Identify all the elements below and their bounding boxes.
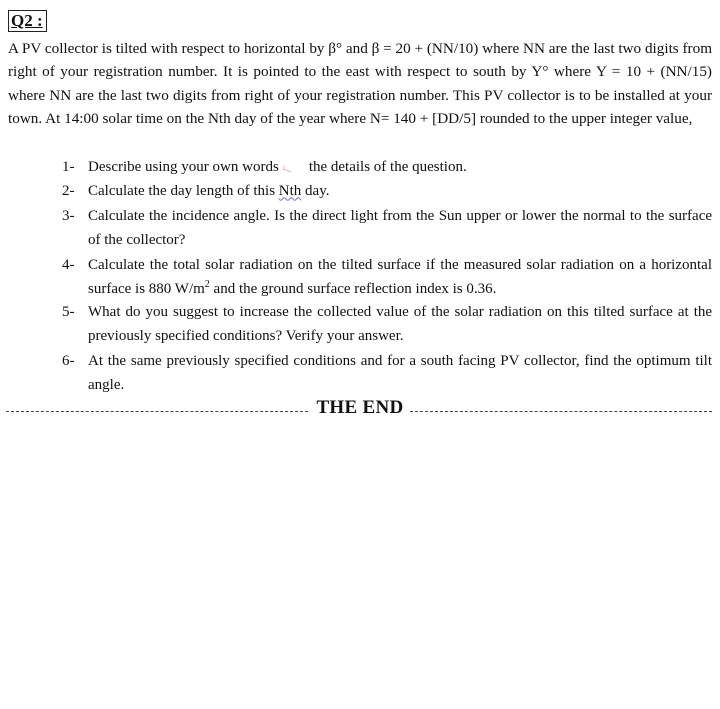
question-label: Q2 : <box>8 10 47 32</box>
item-text: day. <box>301 182 330 199</box>
list-item-2 <box>62 180 712 204</box>
item-number: 4- <box>62 257 75 273</box>
item-text: Calculate the total solar radiation on the tilted surface if the measured solar radiation on a <box>88 257 647 273</box>
item-number: 5- <box>62 304 75 320</box>
item-text: the previously specified conditions? Verify your answer. <box>88 304 713 344</box>
item-text: horizontal surface is 880 W/m <box>88 257 713 297</box>
item-text: surface of the collector? <box>88 208 713 248</box>
item-text: Describe using your own words <box>88 159 279 175</box>
item-number: 2- <box>62 182 75 199</box>
list-item-3 <box>62 205 712 252</box>
end-divider <box>6 395 712 421</box>
item-number: 1- <box>62 159 75 175</box>
intro-line-3: 10 + (NN/15) where NN are the last two digits from right of your registration number. This PV collector is <box>8 63 712 104</box>
item-text: Calculate the incidence angle. Is the direct light from the Sun upper or lower the normal to the <box>88 208 665 224</box>
list-item-4 <box>62 254 712 301</box>
item-text: optimum tilt angle. <box>88 353 712 393</box>
list-item-5 <box>62 301 712 348</box>
item-text: At the same previously specified conditions and for a south facing PV collector, find the <box>88 353 632 369</box>
superscript: 2 <box>204 278 210 290</box>
end-label: THE END <box>316 397 404 418</box>
item-text: the details of the question. <box>308 159 467 175</box>
intro-line-2: digits from right of your registration number. It is pointed to the east with respect to south by Y° where Y = <box>8 40 713 81</box>
question-intro <box>8 37 712 131</box>
intro-line-1: A PV collector is tilted with respect to horizontal by β° and β = 20 + (NN/10) where NN are the last two <box>8 40 642 57</box>
item-text: What do you suggest to increase the collected value of the solar radiation on this tilted surface at <box>88 304 689 320</box>
intro-line-5: to the upper integer value, <box>533 110 693 128</box>
item-number: 3- <box>62 208 75 224</box>
question-list <box>62 156 712 397</box>
item-text: and the ground surface reflection index is 0.36. <box>209 280 497 297</box>
spellcheck-word: Nth <box>278 182 302 199</box>
dashed-rule-right <box>410 411 712 412</box>
intro-line-4: to be installed at your town. At 14:00 solar time on the Nth day of the year where N= 140 + [DD/5] rounded <box>8 86 713 128</box>
item-number: 6- <box>62 353 75 369</box>
dashed-rule-left <box>6 411 308 412</box>
list-item-1 <box>62 156 712 180</box>
ink-smudge <box>279 161 309 171</box>
item-text: Calculate the day length of this <box>88 182 279 199</box>
list-item-6 <box>62 350 712 397</box>
